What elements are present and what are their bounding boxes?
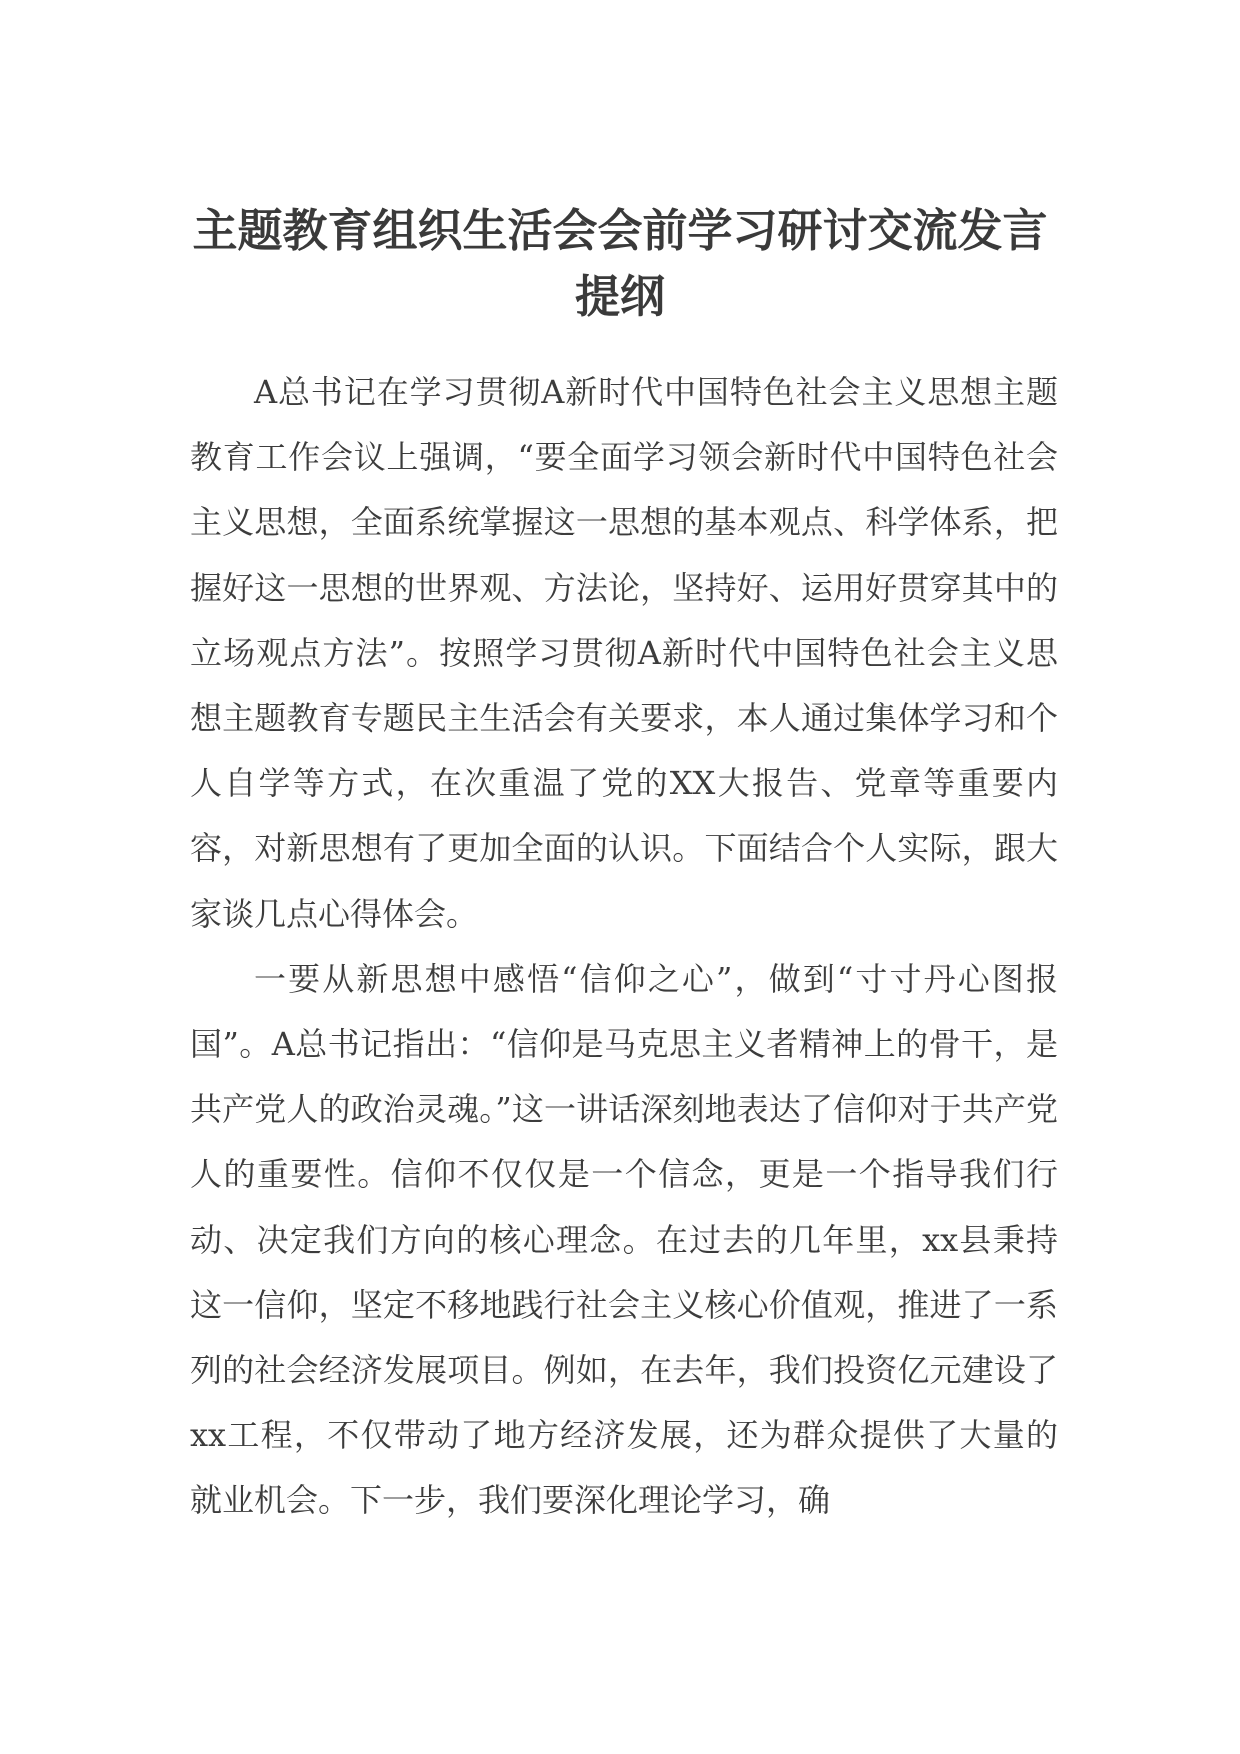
document-title: 主题教育组织生活会会前学习研讨交流发言提纲	[192, 204, 1048, 323]
paragraph-intro: A总书记在学习贯彻A新时代中国特色社会主义思想主题教育工作会议上强调，“要全面学习领会新时代中国特色社会主义思想，全面系统掌握这一思想的基本观点、科学体系，把握好这一思想的世界观、方法论，坚持好、运用好贯穿其中的立场观点方法”。按照学习贯彻A新时代中国特色社会主义思想主题教育专题民主生活会有关要求，本人通过集体学习和个人自学等方式，在次重温了党的XX大报告、党章等重要内容，对新思想有了更加全面的认识。下面结合个人实际，跟大家谈几点心得体会。	[190, 373, 1058, 933]
document-body	[190, 360, 1058, 1534]
paragraph-point-one: 一要从新思想中感悟“信仰之心”，做到“寸寸丹心图报国”。A总书记指出：“信仰是马克思主义者精神上的骨干，是共产党人的政治灵魂。”这一讲话深刻地表达了信仰对于共产党人的重要性。信仰不仅仅是一个信念，更是一个指导我们行动、决定我们方向的核心理念。在过去的几年里，xx县秉持这一信仰，坚定不移地践行社会主义核心价值观，推进了一系列的社会经济发展项目。例如，在去年，我们投资亿元建设了xx工程，不仅带动了地方经济发展，还为群众提供了大量的就业机会。下一步，我们要深化理论学习，确	[190, 959, 1058, 1520]
